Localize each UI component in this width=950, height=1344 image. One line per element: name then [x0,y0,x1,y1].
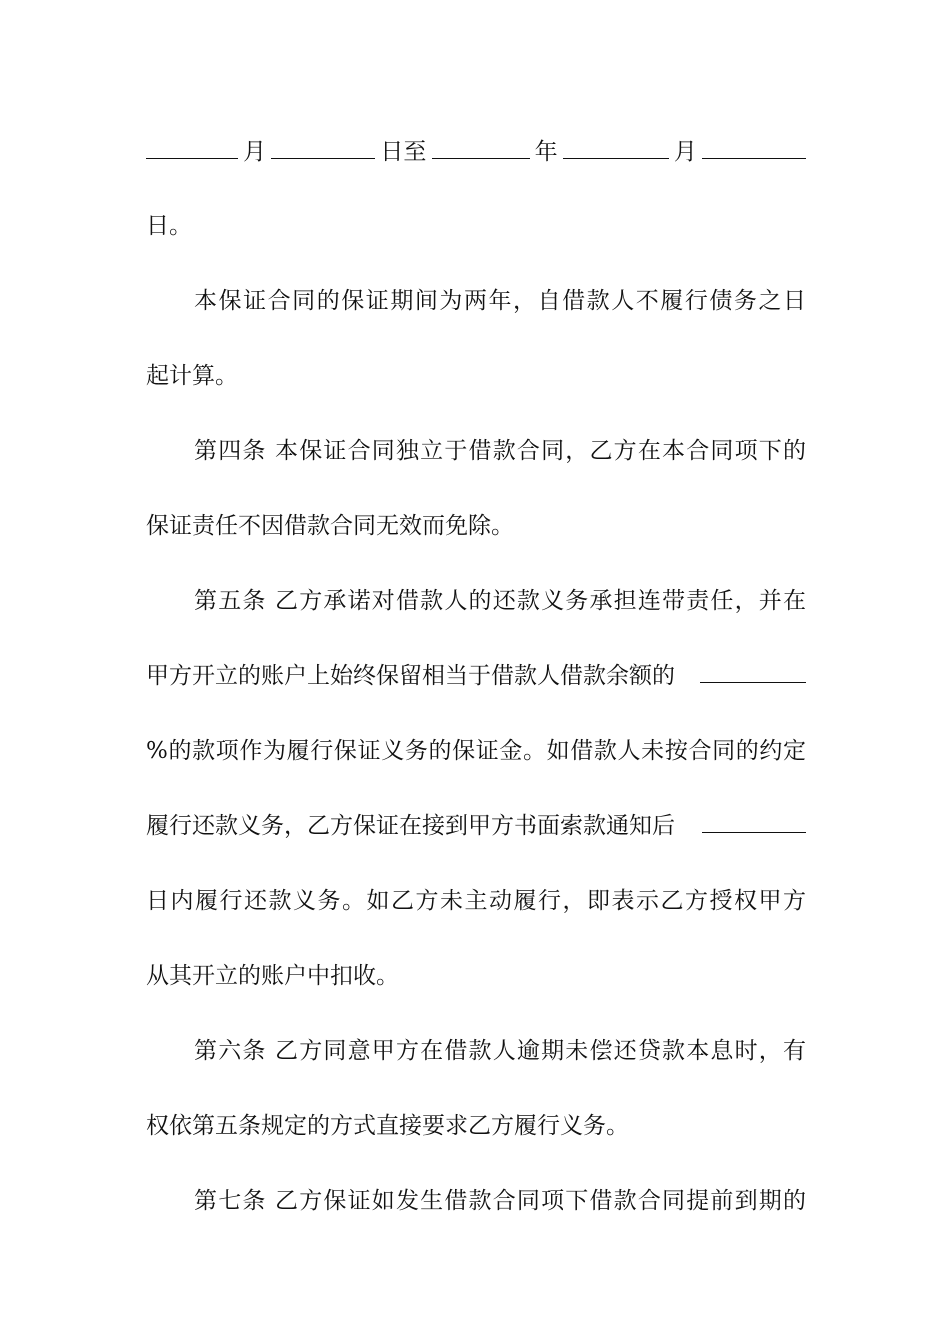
text-line: %的款项作为履行保证义务的保证金。如借款人未按合同的约定 [146,738,806,764]
text-segment: 甲方开立的账户上始终保留相当于借款人借款余额的 [146,663,675,689]
text-line: 权依第五条规定的方式直接要求乙方履行义务。 [146,1113,629,1139]
blank-field [702,808,806,833]
text-line-with-blank [146,656,806,696]
text-segment: 履行还款义务，乙方保证在接到甲方书面索款通知后 [146,813,675,839]
year-label: 年 [534,139,558,165]
text-line: 起计算。 [146,363,238,389]
text-line: 保证责任不因借款合同无效而免除。 [146,513,514,539]
article-5-start: 第五条 乙方承诺对借款人的还款义务承担连带责任，并在 [194,588,806,614]
text-line-with-blank [146,806,806,846]
article-6-start: 第六条 乙方同意甲方在借款人逾期未偿还贷款本息时，有 [194,1038,806,1064]
blank-field [702,134,806,159]
text-line: 日内履行还款义务。如乙方未主动履行，即表示乙方授权甲方 [146,888,806,914]
date-range-line [146,132,806,172]
day-to-label: 日至 [380,139,427,165]
paragraph-start: 本保证合同的保证期间为两年，自借款人不履行债务之日 [194,288,806,314]
month-label: 月 [243,139,267,165]
blank-field [146,134,238,159]
article-7-start: 第七条 乙方保证如发生借款合同项下借款合同提前到期的 [194,1188,806,1214]
blank-field [563,134,669,159]
article-4-start: 第四条 本保证合同独立于借款合同，乙方在本合同项下的 [194,438,806,464]
blank-field [700,658,806,683]
blank-field [271,134,375,159]
text-line: 日。 [146,213,192,239]
blank-field [432,134,530,159]
month-label: 月 [673,139,697,165]
text-line: 从其开立的账户中扣收。 [146,963,399,989]
